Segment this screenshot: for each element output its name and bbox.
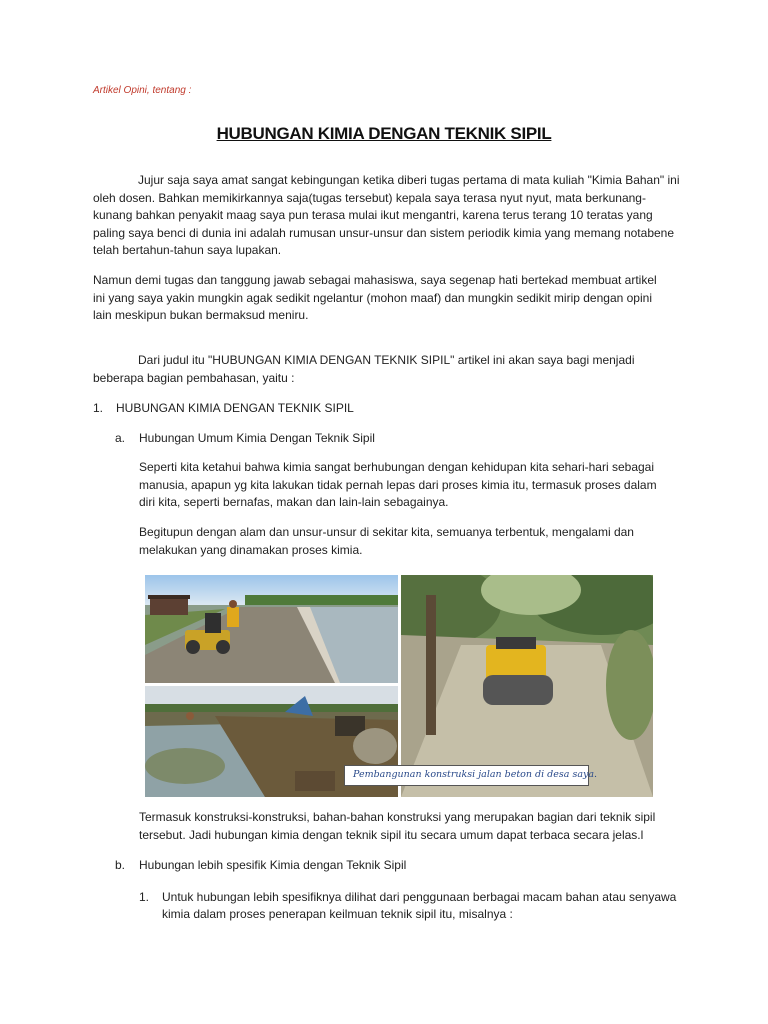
caption-text: Pembangunan konstruksi jalan beton di desa saya. [353,769,598,780]
list-letter: b. [115,858,126,872]
intro-paragraph: Jujur saja saya amat sangat kebingungan ketika diberi tugas pertama di mata kuliah "Kimia Bahan" ini oleh dosen. Bahkan memikirkannya saja(tugas tersebut) kepala saya terasa nyut nyut, mata berkunang-kunang bahkan penyakit maag saya pun terasa mulai ikut mengantri, karena terus terang 10 teratas yang paling saya benci di dunia ini adalah rumusan unsur-unsur dan sistem periodik kimia yang memang notabene telah bertahun-tahun saya lupakan. [93,173,680,258]
list-text: Hubungan Umum Kimia Dengan Teknik Sipil [139,431,375,445]
list-text: Untuk hubungan lebih spesifiknya dilihat dari penggunaan berbagai macam bahan atau senyawa kimia dalam proses penerapan keilmuan teknik sipil itu, misalnya : [162,890,677,921]
section-a-paragraph-2: Begitupun dengan alam dan unsur-unsur di sekitar kita, semuanya terbentuk, mengalami dan melakukan yang dinamakan proses kimia. [139,525,634,557]
list-number: 1. [139,890,150,904]
section-a-paragraph-1: Seperti kita ketahui bahwa kimia sangat berhubungan dengan kehidupan kita sehari-hari sebagai manusia, apapun yg kita lakukan tidak pernah lepas dari proses kimia itu, termasuk proses dalam diri kita, seperti bernafas, makan dan lain-lain sebagainya. [139,460,657,510]
section-a-paragraph-3: Termasuk konstruksi-konstruksi, bahan-bahan konstruksi yang merupakan bagian dari teknik sipil tersebut. Jadi hubungan kimia dengan teknik sipil itu secara umum dapat terbaca secara jelas.l [139,810,656,842]
list-number: 1. [93,401,104,415]
article-tag: Artikel Opini, tentang : [93,85,192,96]
list-text: Hubungan lebih spesifik Kimia dengan Teknik Sipil [139,858,407,872]
photo-collage [145,575,653,797]
list-letter: a. [115,431,126,445]
second-paragraph: Namun demi tugas dan tanggung jawab sebagai mahasiswa, saya segenap hati bertekad membuat artikel ini yang saya yakin mungkin agak sedikit ngelantur (mohon maaf) dan mungkin sedikit mirip dengan opini lain meskipun bukan bermaksud meniru. [93,273,657,323]
article-title: HUBUNGAN KIMIA DENGAN TEKNIK SIPIL [216,124,552,143]
road-construction-photo [145,575,398,683]
list-text: HUBUNGAN KIMIA DENGAN TEKNIK SIPIL [116,401,354,415]
figure-caption [344,765,598,786]
third-paragraph: Dari judul itu "HUBUNGAN KIMIA DENGAN TEKNIK SIPIL" artikel ini akan saya bagi menjadi beberapa bagian pembahasan, yaitu : [93,353,635,385]
roller-compactor-photo [401,575,653,797]
